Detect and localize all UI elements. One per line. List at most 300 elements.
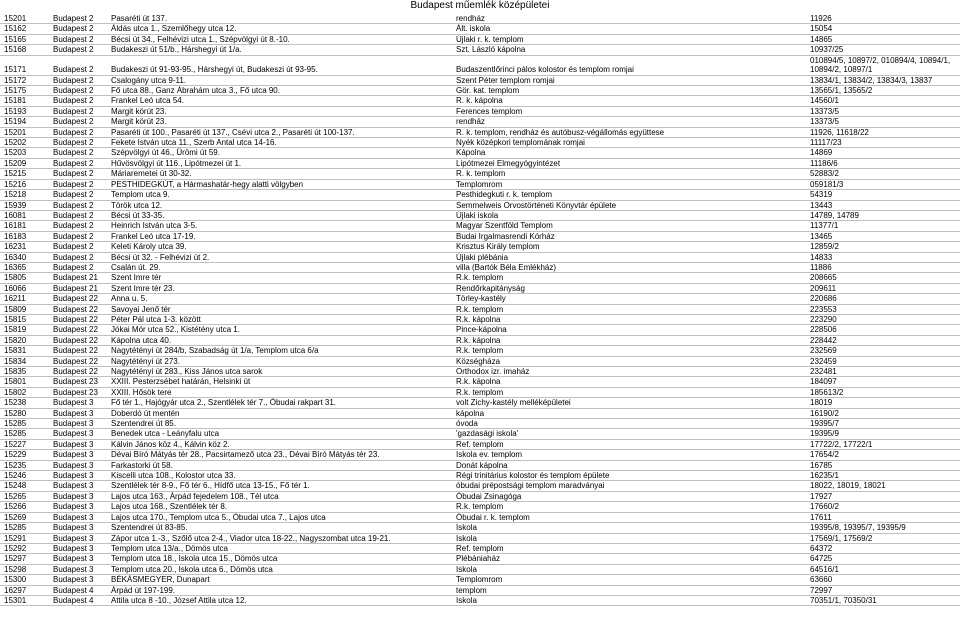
cell-ref: 13565/1, 13565/2 [806, 86, 960, 96]
table-row [0, 55, 960, 75]
cell-id: 15175 [0, 86, 49, 96]
cell-ref: 208665 [806, 273, 960, 283]
cell-id: 15265 [0, 491, 49, 501]
cell-city: Budapest 2 [49, 86, 107, 96]
cell-id: 15227 [0, 439, 49, 449]
cell-city: Budapest 2 [49, 45, 107, 55]
cell-address: Bécsi út 33-35. [107, 210, 452, 220]
table-row [0, 460, 960, 470]
cell-ref: 13373/5 [806, 106, 960, 116]
table-row [0, 190, 960, 200]
cell-name: rendház [452, 14, 806, 24]
cell-ref: 11186/6 [806, 158, 960, 168]
cell-address: Szentendrei út 85. [107, 419, 452, 429]
table-body [0, 14, 960, 606]
table-row [0, 169, 960, 179]
cell-address: Fekete István utca 11., Szerb Antal utca 14-16. [107, 138, 452, 148]
cell-city: Budapest 2 [49, 252, 107, 262]
cell-address: Szent Imre tér 23. [107, 283, 452, 293]
table-row [0, 408, 960, 418]
cell-city: Budapest 3 [49, 533, 107, 543]
cell-city: Budapest 2 [49, 117, 107, 127]
cell-id: 16181 [0, 221, 49, 231]
cell-ref: 52883/2 [806, 169, 960, 179]
cell-address: Jókai Mór utca 52., Kistétény utca 1. [107, 325, 452, 335]
cell-id: 15831 [0, 346, 49, 356]
cell-id: 15285 [0, 429, 49, 439]
cell-ref: 223553 [806, 304, 960, 314]
cell-address: Benedek utca - Leányfalu utca [107, 429, 452, 439]
cell-address: Zápor utca 1.-3., Szőlő utca 2-4., Viador utca 18-22., Nagyszombat utca 19-21. [107, 533, 452, 543]
cell-id: 15235 [0, 460, 49, 470]
table-row [0, 491, 960, 501]
cell-name: Nyék középkori templomának romjai [452, 138, 806, 148]
cell-address: Csalán út. 29. [107, 262, 452, 272]
cell-address: Budakeszi út 91-93-95., Hárshegyi út, Budakeszi út 93-95. [107, 55, 452, 75]
cell-id: 16066 [0, 283, 49, 293]
cell-ref: 209611 [806, 283, 960, 293]
cell-name: volt Zichy-kastély melléképületei [452, 398, 806, 408]
cell-address: Savoyai Jenő tér [107, 304, 452, 314]
cell-id: 15172 [0, 75, 49, 85]
cell-address: Kápolna utca 40. [107, 335, 452, 345]
cell-city: Budapest 2 [49, 200, 107, 210]
cell-address: Anna u. 5. [107, 294, 452, 304]
cell-ref: 223290 [806, 314, 960, 324]
table-row [0, 117, 960, 127]
cell-id: 15298 [0, 564, 49, 574]
cell-id: 15809 [0, 304, 49, 314]
cell-city: Budapest 3 [49, 502, 107, 512]
cell-address: Szépvölgyi út 46., Ürömi út 59. [107, 148, 452, 158]
cell-ref: 18022, 18019, 18021 [806, 481, 960, 491]
cell-address: Margit körút 23. [107, 106, 452, 116]
cell-ref: 16190/2 [806, 408, 960, 418]
cell-city: Budapest 3 [49, 575, 107, 585]
table-row [0, 314, 960, 324]
cell-id: 15229 [0, 450, 49, 460]
cell-id: 15291 [0, 533, 49, 543]
cell-name: Budai Irgalmasrendi Kórház [452, 231, 806, 241]
cell-address: Templom utca 18., Iskola utca 15., Dömös utca [107, 554, 452, 564]
cell-name: Magyar Szentföld Templom [452, 221, 806, 231]
cell-id: 16211 [0, 294, 49, 304]
cell-id: 16081 [0, 210, 49, 220]
table-row [0, 294, 960, 304]
cell-address: Lajos utca 170., Templom utca 5., Óbudai utca 7., Lajos utca [107, 512, 452, 522]
cell-id: 15292 [0, 543, 49, 553]
cell-city: Budapest 2 [49, 242, 107, 252]
cell-name: Iskola ev. templom [452, 450, 806, 460]
cell-city: Budapest 2 [49, 179, 107, 189]
cell-name: Községháza [452, 356, 806, 366]
cell-id: 15248 [0, 481, 49, 491]
cell-ref: 19395/8, 19395/7, 19395/9 [806, 523, 960, 533]
cell-city: Budapest 22 [49, 304, 107, 314]
cell-name: Régi trinitárius kolostor és templom épülete [452, 471, 806, 481]
cell-id: 15201 [0, 14, 49, 24]
cell-name: Lipótmezei Elmegyógyintézet [452, 158, 806, 168]
table-row [0, 335, 960, 345]
cell-address: XXIII. Pesterzsébet határán, Helsinki út [107, 377, 452, 387]
cell-name: Ref. templom [452, 543, 806, 553]
cell-ref: 17654/2 [806, 450, 960, 460]
table-row [0, 283, 960, 293]
cell-ref: 13443 [806, 200, 960, 210]
cell-name: Törley-kastély [452, 294, 806, 304]
cell-name: R.k. templom [452, 304, 806, 314]
table-row [0, 471, 960, 481]
cell-city: Budapest 2 [49, 210, 107, 220]
cell-name: R.k. templom [452, 346, 806, 356]
cell-ref: 10937/25 [806, 45, 960, 55]
table-row [0, 45, 960, 55]
table-row [0, 585, 960, 595]
cell-name: Krisztus Király templom [452, 242, 806, 252]
cell-ref: 64516/1 [806, 564, 960, 574]
table-row [0, 304, 960, 314]
cell-address: Nagytétényi út 273. [107, 356, 452, 366]
cell-city: Budapest 3 [49, 491, 107, 501]
cell-city: Budapest 2 [49, 106, 107, 116]
cell-city: Budapest 3 [49, 564, 107, 574]
cell-id: 15815 [0, 314, 49, 324]
cell-address: Frankel Leó utca 54. [107, 96, 452, 106]
cell-ref: 17611 [806, 512, 960, 522]
cell-name: R. k. templom [452, 169, 806, 179]
cell-address: Keleti Károly utca 39. [107, 242, 452, 252]
cell-name: Iskola [452, 595, 806, 605]
cell-name: R.k. templom [452, 273, 806, 283]
cell-name: Pince-kápolna [452, 325, 806, 335]
cell-id: 15802 [0, 387, 49, 397]
cell-name: templom [452, 585, 806, 595]
cell-ref: 16785 [806, 460, 960, 470]
cell-name: Donát kápolna [452, 460, 806, 470]
table-row [0, 346, 960, 356]
cell-id: 15201 [0, 127, 49, 137]
cell-city: Budapest 22 [49, 346, 107, 356]
cell-address: Fő tér 1., Hajógyár utca 2., Szentlélek tér 7., Óbudai rakpart 31. [107, 398, 452, 408]
cell-address: Török utca 12. [107, 200, 452, 210]
cell-city: Budapest 3 [49, 523, 107, 533]
cell-name: óvoda [452, 419, 806, 429]
table-row [0, 356, 960, 366]
cell-id: 15835 [0, 367, 49, 377]
cell-ref: 11886 [806, 262, 960, 272]
table-row [0, 14, 960, 24]
cell-id: 15216 [0, 179, 49, 189]
table-row [0, 200, 960, 210]
cell-ref: 19395/9 [806, 429, 960, 439]
cell-id: 15285 [0, 419, 49, 429]
table-row [0, 523, 960, 533]
cell-city: Budapest 2 [49, 190, 107, 200]
table-row [0, 34, 960, 44]
cell-name: Ferences templom [452, 106, 806, 116]
cell-address: Bécsi út 32. - Felhévizi út 2. [107, 252, 452, 262]
cell-address: Lajos utca 168., Szentlélek tér 8. [107, 502, 452, 512]
cell-name: Plébániaház [452, 554, 806, 564]
cell-name: kápolna [452, 408, 806, 418]
cell-ref: 11926 [806, 14, 960, 24]
cell-address: Bécsi út 34., Felhévizi utca 1., Szépvölgyi út 8.-10. [107, 34, 452, 44]
cell-id: 15215 [0, 169, 49, 179]
cell-city: Budapest 21 [49, 283, 107, 293]
cell-address: Dévai Bíró Mátyás tér 28., Pacsirtamező utca 23., Dévai Bíró Mátyás tér 23. [107, 450, 452, 460]
cell-address: Szentendrei út 83-85. [107, 523, 452, 533]
cell-city: Budapest 2 [49, 14, 107, 24]
cell-id: 15238 [0, 398, 49, 408]
cell-id: 15181 [0, 96, 49, 106]
table-row [0, 387, 960, 397]
cell-city: Budapest 22 [49, 294, 107, 304]
cell-name: R.k. kápolna [452, 377, 806, 387]
table-row [0, 367, 960, 377]
cell-name: Budaszentlőrinci pálos kolostor és templom romjai [452, 55, 806, 75]
table-row [0, 127, 960, 137]
cell-ref: 228506 [806, 325, 960, 335]
table-row [0, 595, 960, 605]
cell-ref: 14833 [806, 252, 960, 262]
cell-city: Budapest 23 [49, 387, 107, 397]
table-row [0, 554, 960, 564]
cell-ref: 010894/5, 10897/2, 010894/4, 10894/1, 10894/2, 10897/1 [806, 55, 960, 75]
cell-city: Budapest 22 [49, 356, 107, 366]
cell-ref: 16235/1 [806, 471, 960, 481]
cell-address: Nagytétényi út 284/b, Szabadság út 1/a, Templom utca 6/a [107, 346, 452, 356]
table-row [0, 148, 960, 158]
table-row [0, 543, 960, 553]
table-row [0, 242, 960, 252]
table-row [0, 158, 960, 168]
cell-address: Templom utca 13/a., Dömös utca [107, 543, 452, 553]
cell-address: Margit körút 23. [107, 117, 452, 127]
cell-ref: 184097 [806, 377, 960, 387]
cell-id: 15209 [0, 158, 49, 168]
cell-ref: 13834/1, 13834/2, 13834/3, 13837 [806, 75, 960, 85]
cell-city: Budapest 3 [49, 512, 107, 522]
table-row [0, 419, 960, 429]
cell-city: Budapest 2 [49, 127, 107, 137]
cell-name: Újlaki iskola [452, 210, 806, 220]
cell-ref: 185613/2 [806, 387, 960, 397]
cell-address: Kiscelli utca 108., Kolostor utca 33. [107, 471, 452, 481]
cell-address: Kálvin János köz 4., Kálvin köz 2. [107, 439, 452, 449]
cell-name: Szent Péter templom romjai [452, 75, 806, 85]
cell-id: 15171 [0, 55, 49, 75]
cell-id: 15269 [0, 512, 49, 522]
cell-name: Semmelweis Orvostörténeti Könyvtár épülete [452, 200, 806, 210]
cell-id: 15202 [0, 138, 49, 148]
cell-id: 15168 [0, 45, 49, 55]
cell-name: Gör. kat. templom [452, 86, 806, 96]
cell-id: 15805 [0, 273, 49, 283]
cell-name: Kápolna [452, 148, 806, 158]
cell-id: 15246 [0, 471, 49, 481]
cell-id: 15819 [0, 325, 49, 335]
table-row [0, 564, 960, 574]
cell-city: Budapest 3 [49, 408, 107, 418]
cell-city: Budapest 2 [49, 75, 107, 85]
cell-name: Iskola [452, 533, 806, 543]
cell-id: 15834 [0, 356, 49, 366]
cell-ref: 12859/2 [806, 242, 960, 252]
table-row [0, 502, 960, 512]
cell-address: Attila utca 8 -10., József Attila utca 12. [107, 595, 452, 605]
cell-address: Szentlélek tér 8-9., Fő tér 6., Hídfő utca 13-15., Fő tér 1. [107, 481, 452, 491]
cell-ref: 54319 [806, 190, 960, 200]
table-row [0, 106, 960, 116]
cell-address: Hűvösvölgyi út 116., Lipótmezei út 1. [107, 158, 452, 168]
cell-id: 16231 [0, 242, 49, 252]
cell-city: Budapest 23 [49, 377, 107, 387]
cell-address: Szent Imre tér [107, 273, 452, 283]
cell-ref: 11117/23 [806, 138, 960, 148]
cell-address: Budakeszi út 51/b., Hárshegyi út 1/a. [107, 45, 452, 55]
cell-city: Budapest 4 [49, 595, 107, 605]
cell-ref: 17722/2, 17722/1 [806, 439, 960, 449]
cell-address: BÉKÁSMEGYER, Dunapart [107, 575, 452, 585]
cell-address: PESTHIDEGKÚT, a Hármashatár-hegy alatti völgyben [107, 179, 452, 189]
cell-address: Nagytétényi út 283., Kiss János utca sarok [107, 367, 452, 377]
cell-ref: 64725 [806, 554, 960, 564]
cell-address: Templom utca 20., Iskola utca 6., Dömös utca [107, 564, 452, 574]
cell-address: Farkastorki út 58. [107, 460, 452, 470]
cell-city: Budapest 22 [49, 325, 107, 335]
table-row [0, 24, 960, 34]
cell-id: 15285 [0, 523, 49, 533]
cell-address: Lajos utca 163., Árpád fejedelem 108., Tél utca [107, 491, 452, 501]
cell-name: R.k. kápolna [452, 335, 806, 345]
cell-city: Budapest 3 [49, 439, 107, 449]
cell-ref: 70351/1, 70350/31 [806, 595, 960, 605]
cell-name: Újlaki r. k. templom [452, 34, 806, 44]
cell-ref: 18019 [806, 398, 960, 408]
cell-city: Budapest 2 [49, 138, 107, 148]
cell-city: Budapest 4 [49, 585, 107, 595]
cell-ref: 13465 [806, 231, 960, 241]
cell-city: Budapest 3 [49, 554, 107, 564]
cell-name: villa (Bartók Béla Emlékház) [452, 262, 806, 272]
cell-id: 15300 [0, 575, 49, 585]
table-row [0, 377, 960, 387]
table-row [0, 221, 960, 231]
cell-city: Budapest 2 [49, 148, 107, 158]
cell-ref: 232459 [806, 356, 960, 366]
cell-id: 15820 [0, 335, 49, 345]
cell-ref: 72997 [806, 585, 960, 595]
cell-name: Templomrom [452, 575, 806, 585]
cell-name: rendház [452, 117, 806, 127]
table-row [0, 96, 960, 106]
cell-city: Budapest 21 [49, 273, 107, 283]
cell-city: Budapest 22 [49, 314, 107, 324]
cell-city: Budapest 2 [49, 34, 107, 44]
table-row [0, 262, 960, 272]
cell-id: 15801 [0, 377, 49, 387]
cell-id: 15939 [0, 200, 49, 210]
monument-table [0, 14, 960, 606]
cell-address: Frankel Leó utca 17-19. [107, 231, 452, 241]
cell-ref: 232569 [806, 346, 960, 356]
cell-ref: 059181/3 [806, 179, 960, 189]
table-row [0, 481, 960, 491]
cell-id: 15297 [0, 554, 49, 564]
cell-ref: 17927 [806, 491, 960, 501]
table-row [0, 533, 960, 543]
cell-name: Iskola [452, 523, 806, 533]
cell-name: R.k. kápolna [452, 314, 806, 324]
cell-address: Máriaremetei út 30-32. [107, 169, 452, 179]
cell-name: R.k. templom [452, 387, 806, 397]
cell-city: Budapest 2 [49, 169, 107, 179]
table-row [0, 86, 960, 96]
cell-id: 15266 [0, 502, 49, 512]
cell-name: R.k. templom [452, 502, 806, 512]
cell-city: Budapest 3 [49, 419, 107, 429]
page-title: Budapest műemlék középületei [410, 0, 550, 11]
cell-name: Orthodox izr. imaház [452, 367, 806, 377]
cell-city: Budapest 2 [49, 24, 107, 34]
table-row [0, 252, 960, 262]
cell-name: R. k. templom, rendház és autóbusz-végállomás együttese [452, 127, 806, 137]
cell-address: Templom utca 9. [107, 190, 452, 200]
table-row [0, 273, 960, 283]
cell-name: Templomrom [452, 179, 806, 189]
cell-ref: 64372 [806, 543, 960, 553]
cell-name: Rendőrkapitányság [452, 283, 806, 293]
cell-id: 15218 [0, 190, 49, 200]
cell-address: Péter Pál utca 1-3. között [107, 314, 452, 324]
cell-city: Budapest 3 [49, 429, 107, 439]
cell-ref: 14560/1 [806, 96, 960, 106]
cell-address: Fő utca 88., Ganz Ábrahám utca 3., Fő utca 90. [107, 86, 452, 96]
cell-address: Pasaréti út 137. [107, 14, 452, 24]
cell-ref: 19395/7 [806, 419, 960, 429]
cell-ref: 11926, 11618/22 [806, 127, 960, 137]
table-row [0, 179, 960, 189]
cell-ref: 220686 [806, 294, 960, 304]
cell-ref: 13373/5 [806, 117, 960, 127]
table-row [0, 210, 960, 220]
cell-ref: 14869 [806, 148, 960, 158]
cell-city: Budapest 2 [49, 96, 107, 106]
table-row [0, 75, 960, 85]
cell-ref: 232481 [806, 367, 960, 377]
cell-ref: 63660 [806, 575, 960, 585]
table-row [0, 398, 960, 408]
cell-name: Óbudai Zsinagóga [452, 491, 806, 501]
cell-name: Ált. iskola [452, 24, 806, 34]
cell-name: Pesthidegkuti r. k. templom [452, 190, 806, 200]
cell-city: Budapest 2 [49, 231, 107, 241]
cell-address: Pasaréti út 100., Pasaréti út 137., Csévi utca 2., Pasaréti út 100-137. [107, 127, 452, 137]
cell-address: Árpád út 197-199. [107, 585, 452, 595]
cell-city: Budapest 3 [49, 543, 107, 553]
cell-name: Újlaki plébánia [452, 252, 806, 262]
cell-ref: 15054 [806, 24, 960, 34]
cell-city: Budapest 2 [49, 221, 107, 231]
cell-name: Ref. templom [452, 439, 806, 449]
cell-name: Óbudai r. k. templom [452, 512, 806, 522]
cell-name: Szt. László kápolna [452, 45, 806, 55]
cell-city: Budapest 3 [49, 471, 107, 481]
table-row [0, 450, 960, 460]
table-row [0, 325, 960, 335]
cell-city: Budapest 22 [49, 367, 107, 377]
cell-id: 15280 [0, 408, 49, 418]
